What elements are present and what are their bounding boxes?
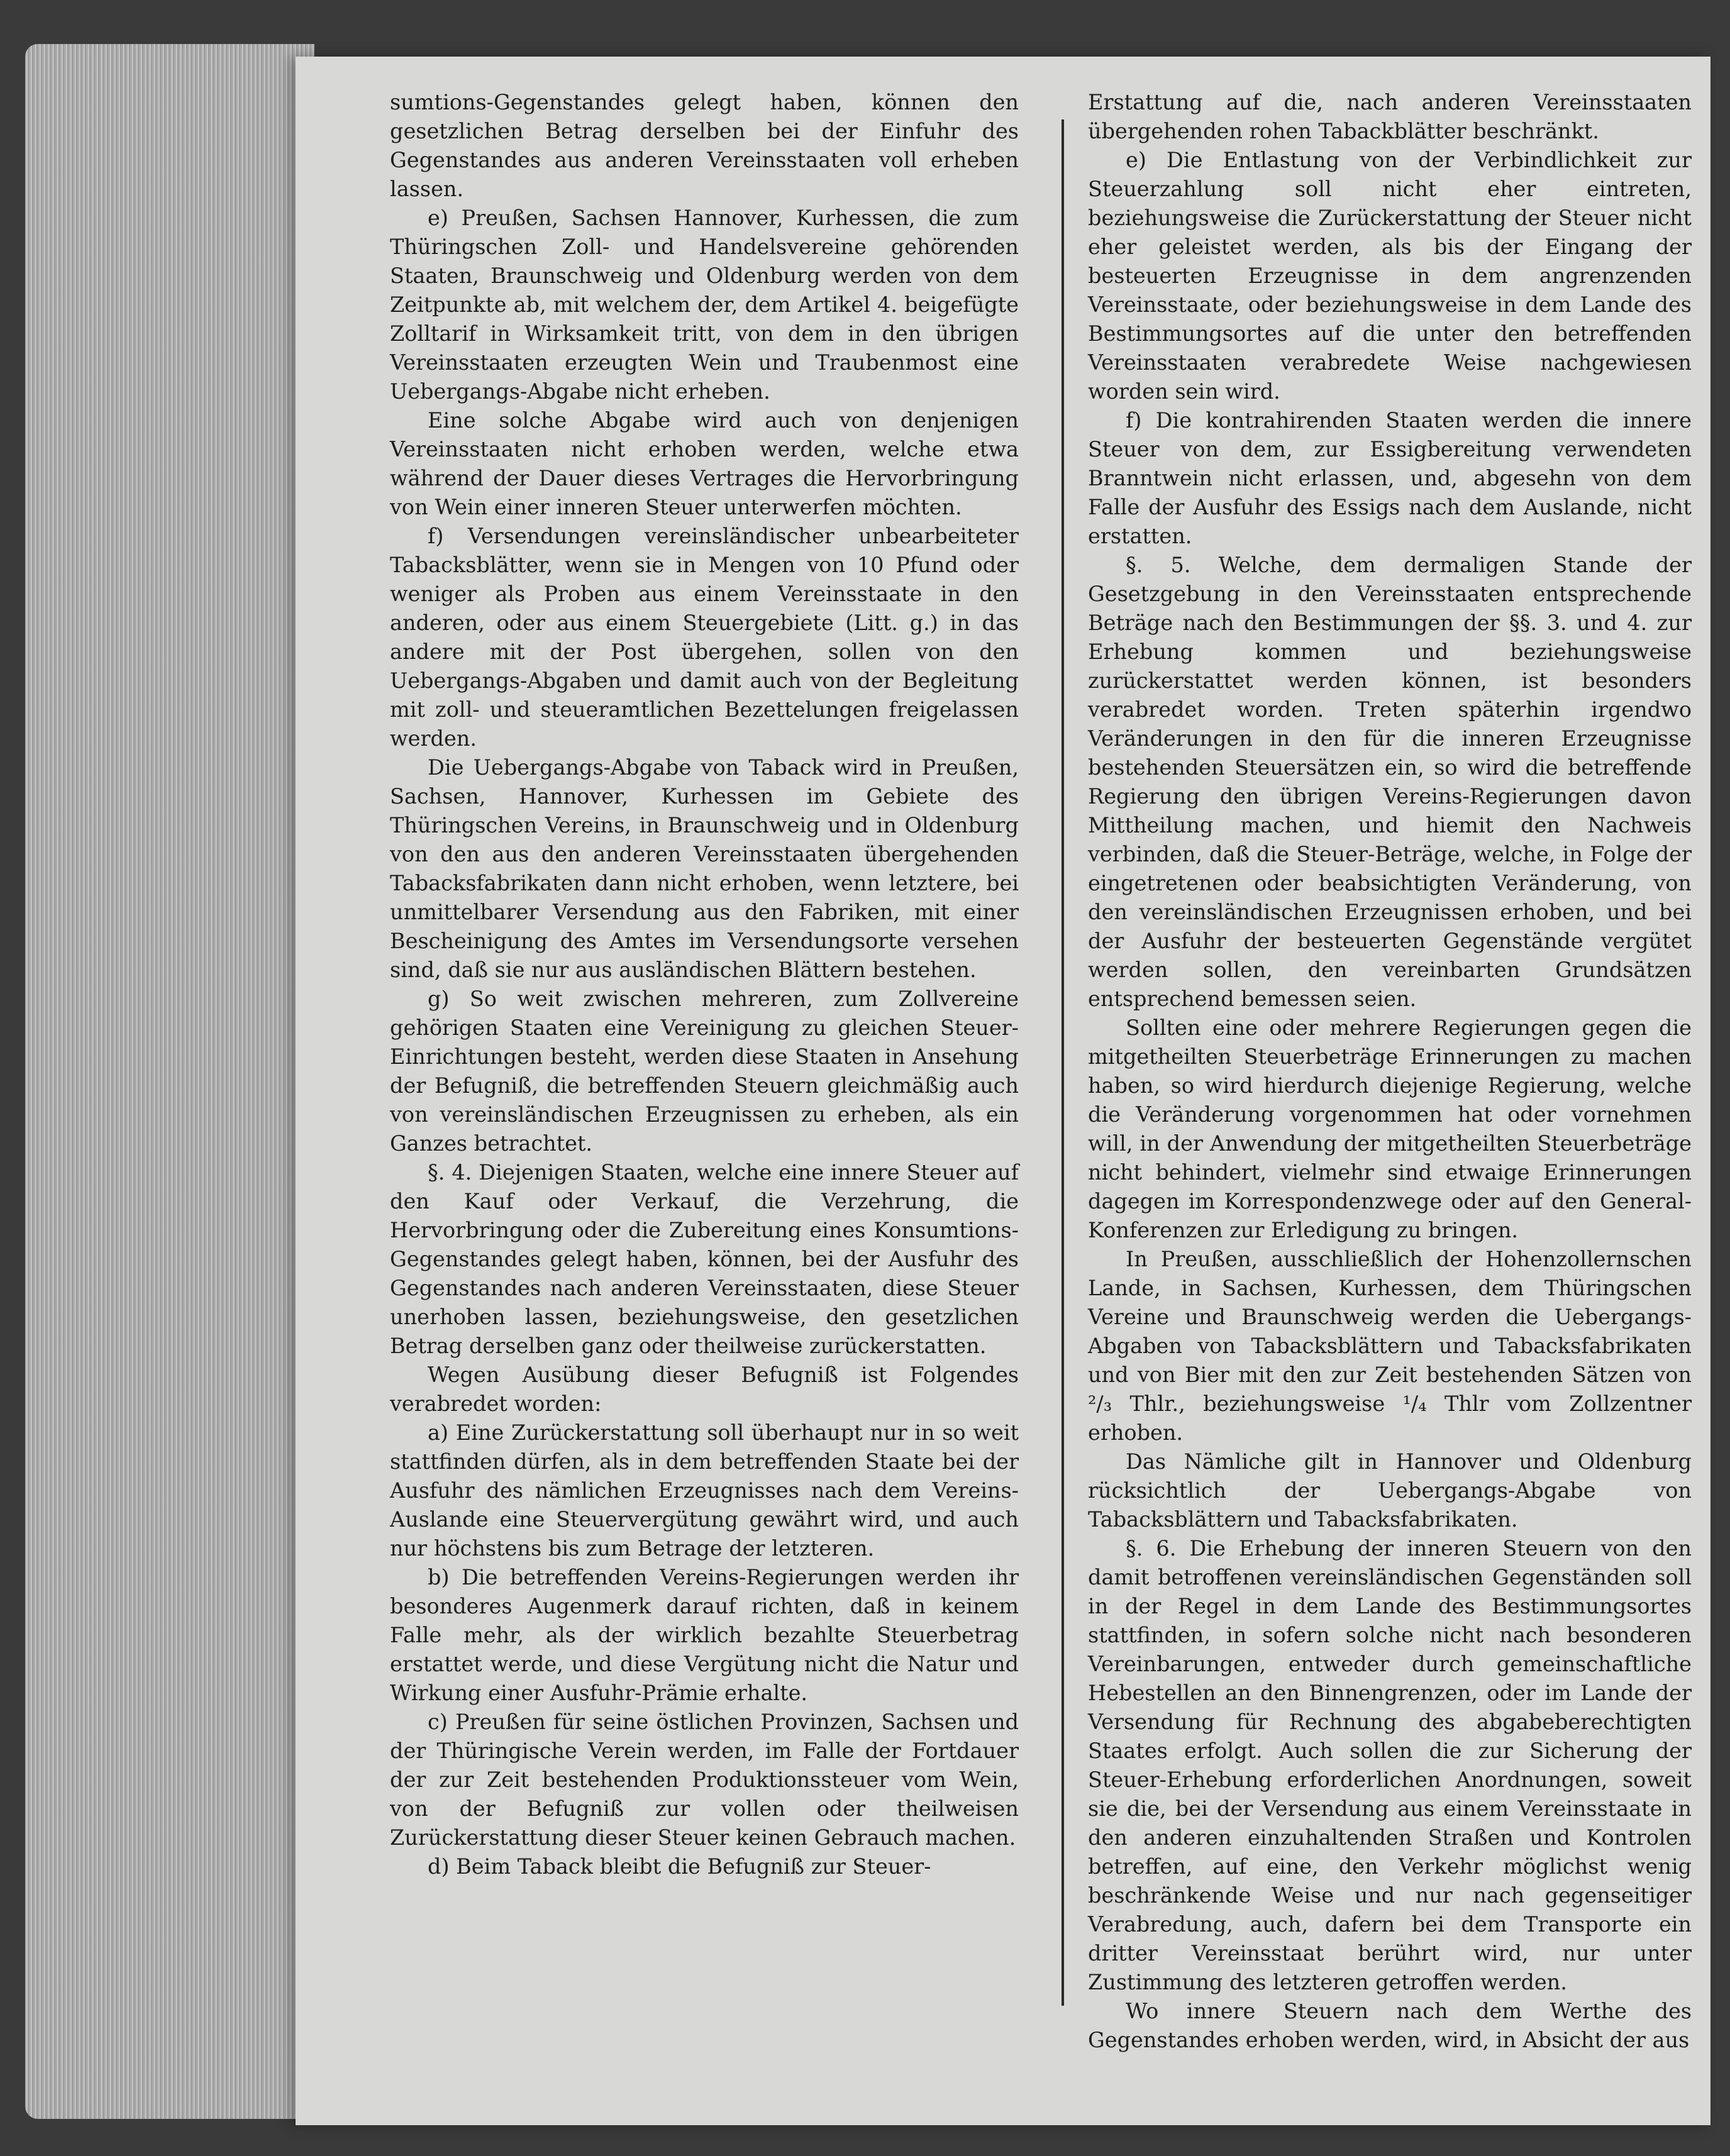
paragraph: §. 6. Die Erhebung der inneren Steuern von den damit betroffenen vereinsländischen Gegenständen soll in der Regel in dem Lande des Bestimmungsortes stattfinden, in sofern solche nicht nach besonderen Vereinbarungen, entweder durch gemeinschaftliche Hebestellen an den Binnengrenzen, oder im Lande der Versendung für Rechnung des abgabeberechtigten Staates erfolgt. Auch sollen die zur Sicherung der Steuer-Erhebung erforderlichen Anordnungen, soweit sie die, bei der Versendung aus einem Vereinsstaate in den anderen einzuhaltenden Straßen und Kontrolen betreffen, auf eine, den Verkehr möglichst wenig beschränkende Weise und nur nach gegenseitiger Verabredung, auch, dafern bei dem Transporte ein dritter Vereinsstaat berührt wird, nur unter Zustimmung des letzteren getroffen werden. — [1088, 1536, 1692, 1994]
paragraph: Das Nämliche gilt in Hannover und Oldenburg rücksichtlich der Uebergangs-Abgabe von Tabacksblättern und Tabacksfabrikaten. — [1088, 1449, 1692, 1532]
paragraph: Wo innere Steuern nach dem Werthe des Gegenstandes erhoben werden, wird, in Absicht der aus — [1088, 1999, 1692, 2052]
paragraph: f) Versendungen vereinsländischer unbearbeiteter Tabacksblätter, wenn sie in Mengen von 10 Pfund oder weniger als Proben aus einem Vereinsstaate in den anderen, oder aus einem Steuergebiete (Litt. g.) in das andere mit der Post übergehen, sollen von den Uebergangs-Abgaben und damit auch von der Begleitung mit zoll- und steueramtlichen Bezettelungen freigelassen werden. — [390, 524, 1019, 751]
paragraph: sumtions-Gegenstandes gelegt haben, können den gesetzlichen Betrag derselben bei der Einfuhr des Gegenstandes aus anderen Vereinsstaaten voll erheben lassen. — [390, 90, 1019, 201]
paragraph: §. 4. Diejenigen Staaten, welche eine innere Steuer auf den Kauf oder Verkauf, die Verzehrung, die Hervorbringung oder die Zubereitung eines Konsumtions-Gegenstandes gelegt haben, können, bei der Ausfuhr des Gegenstandes nach anderen Vereinsstaaten, diese Steuer unerhoben lassen, beziehungsweise, den gesetzlichen Betrag derselben ganz oder theilweise zurückerstatten. — [390, 1160, 1019, 1358]
paragraph: f) Die kontrahirenden Staaten werden die innere Steuer von dem, zur Essigbereitung verwendeten Branntwein nicht erlassen, und, abgesehn von dem Falle der Ausfuhr des Essigs nach dem Auslande, nicht erstatten. — [1088, 408, 1692, 548]
paragraph: In Preußen, ausschließlich der Hohenzollernschen Lande, in Sachsen, Kurhessen, dem Thüringschen Vereine und Braunschweig werden die Uebergangs-Abgaben von Tabacksblättern und Tabacksfabrikaten und von Bier mit den zur Zeit bestehenden Sätzen von ²/₃ Thlr., beziehungsweise ¹/₄ Thlr vom Zollzentner erhoben. — [1088, 1247, 1692, 1445]
paragraph: Wegen Ausübung dieser Befugniß ist Folgendes verabredet worden: — [390, 1363, 1019, 1416]
paragraph: §. 5. Welche, dem dermaligen Stande der Gesetzgebung in den Vereinsstaaten entsprechende Beträge nach den Bestimmungen der §§. 3. und 4. zur Erhebung kommen und beziehungsweise zurückerstattet werden können, ist besonders verabredet worden. Treten späterhin irgendwo Veränderungen in den für die inneren Erzeugnisse bestehenden Steuersätzen ein, so wird die betreffende Regierung den übrigen Vereins-Regierungen davon Mittheilung machen, und hiemit den Nachweis verbinden, daß die Steuer-Beträge, welche, in Folge der eingetretenen oder beabsichtigten Veränderung, von den vereinsländischen Erzeugnissen erhoben, und bei der Ausfuhr der besteuerten Gegenstände vergütet werden sollen, den vereinbarten Grundsätzen entsprechend bemessen seien. — [1088, 553, 1692, 1011]
paragraph: a) Eine Zurückerstattung soll überhaupt nur in so weit stattfinden dürfen, als in dem betreffenden Staate bei der Ausfuhr des nämlichen Erzeugnisses nach dem Vereins-Auslande eine Steuervergütung gewährt wird, und auch nur höchstens bis zum Betrage der letzteren. — [390, 1420, 1019, 1561]
right-text-column — [1088, 88, 1692, 2055]
left-text-column — [390, 88, 1019, 1881]
paragraph: Erstattung auf die, nach anderen Vereinsstaaten übergehenden rohen Tabackblätter beschränkt. — [1088, 90, 1692, 143]
paragraph: c) Preußen für seine östlichen Provinzen, Sachsen und der Thüringische Verein werden, im Falle der Fortdauer der zur Zeit bestehenden Produktionssteuer vom Wein, von der Befugniß zur vollen oder theilweisen Zurückerstattung dieser Steuer keinen Gebrauch machen. — [390, 1710, 1019, 1850]
column-divider — [1062, 119, 1064, 2006]
document-page — [296, 57, 1711, 2125]
paragraph: b) Die betreffenden Vereins-Regierungen werden ihr besonderes Augenmerk darauf richten, daß in keinem Falle mehr, als der wirklich bezahlte Steuerbetrag erstattet werde, und diese Vergütung nicht die Natur und Wirkung einer Ausfuhr-Prämie erhalte. — [390, 1565, 1019, 1705]
paragraph: Die Uebergangs-Abgabe von Taback wird in Preußen, Sachsen, Hannover, Kurhessen im Gebiete des Thüringschen Vereins, in Braunschweig und in Oldenburg von den aus den anderen Vereinsstaaten übergehenden Tabacksfabrikaten dann nicht erhoben, wenn letztere, bei unmittelbarer Versendung aus den Fabriken, mit einer Bescheinigung des Amtes im Versendungsorte versehen sind, daß sie nur aus ausländischen Blättern bestehen. — [390, 755, 1019, 982]
book-page-edges — [25, 44, 314, 2119]
paragraph: g) So weit zwischen mehreren, zum Zollvereine gehörigen Staaten eine Vereinigung zu gleichen Steuer-Einrichtungen besteht, werden diese Staaten in Ansehung der Befugniß, die betreffenden Steuern gleichmäßig auch von vereinsländischen Erzeugnissen zu erheben, als ein Ganzes betrachtet. — [390, 987, 1019, 1156]
paragraph: Eine solche Abgabe wird auch von denjenigen Vereinsstaaten nicht erhoben werden, welche etwa während der Dauer dieses Vertrages die Hervorbringung von Wein einer inneren Steuer unterwerfen möchten. — [390, 408, 1019, 519]
paragraph: Sollten eine oder mehrere Regierungen gegen die mitgetheilten Steuerbeträge Erinnerungen zu machen haben, so wird hierdurch diejenige Regierung, welche die Veränderung vorgenommen hat oder vornehmen will, in der Anwendung der mitgetheilten Steuerbeträge nicht behindert, vielmehr sind etwaige Erinnerungen dagegen im Korrespondenzwege oder auf den General-Konferenzen zur Erledigung zu bringen. — [1088, 1015, 1692, 1242]
paragraph: e) Preußen, Sachsen Hannover, Kurhessen, die zum Thüringschen Zoll- und Handelsvereine gehörenden Staaten, Braunschweig und Oldenburg werden von dem Zeitpunkte ab, mit welchem der, dem Artikel 4. beigefügte Zolltarif in Wirksamkeit tritt, von dem in den übrigen Vereinsstaaten erzeugten Wein und Traubenmost eine Uebergangs-Abgabe nicht erheben. — [390, 206, 1019, 404]
paragraph: e) Die Entlastung von der Verbindlichkeit zur Steuerzahlung soll nicht eher eintreten, beziehungsweise die Zurückerstattung der Steuer nicht eher geleistet werden, als bis der Eingang der besteuerten Erzeugnisse in dem angrenzenden Vereinsstaate, oder beziehungsweise in dem Lande des Bestimmungsortes auf die unter den betreffenden Vereinsstaaten verabredete Weise nachgewiesen worden sein wird. — [1088, 148, 1692, 404]
paragraph: d) Beim Taback bleibt die Befugniß zur Steuer- — [428, 1854, 931, 1879]
